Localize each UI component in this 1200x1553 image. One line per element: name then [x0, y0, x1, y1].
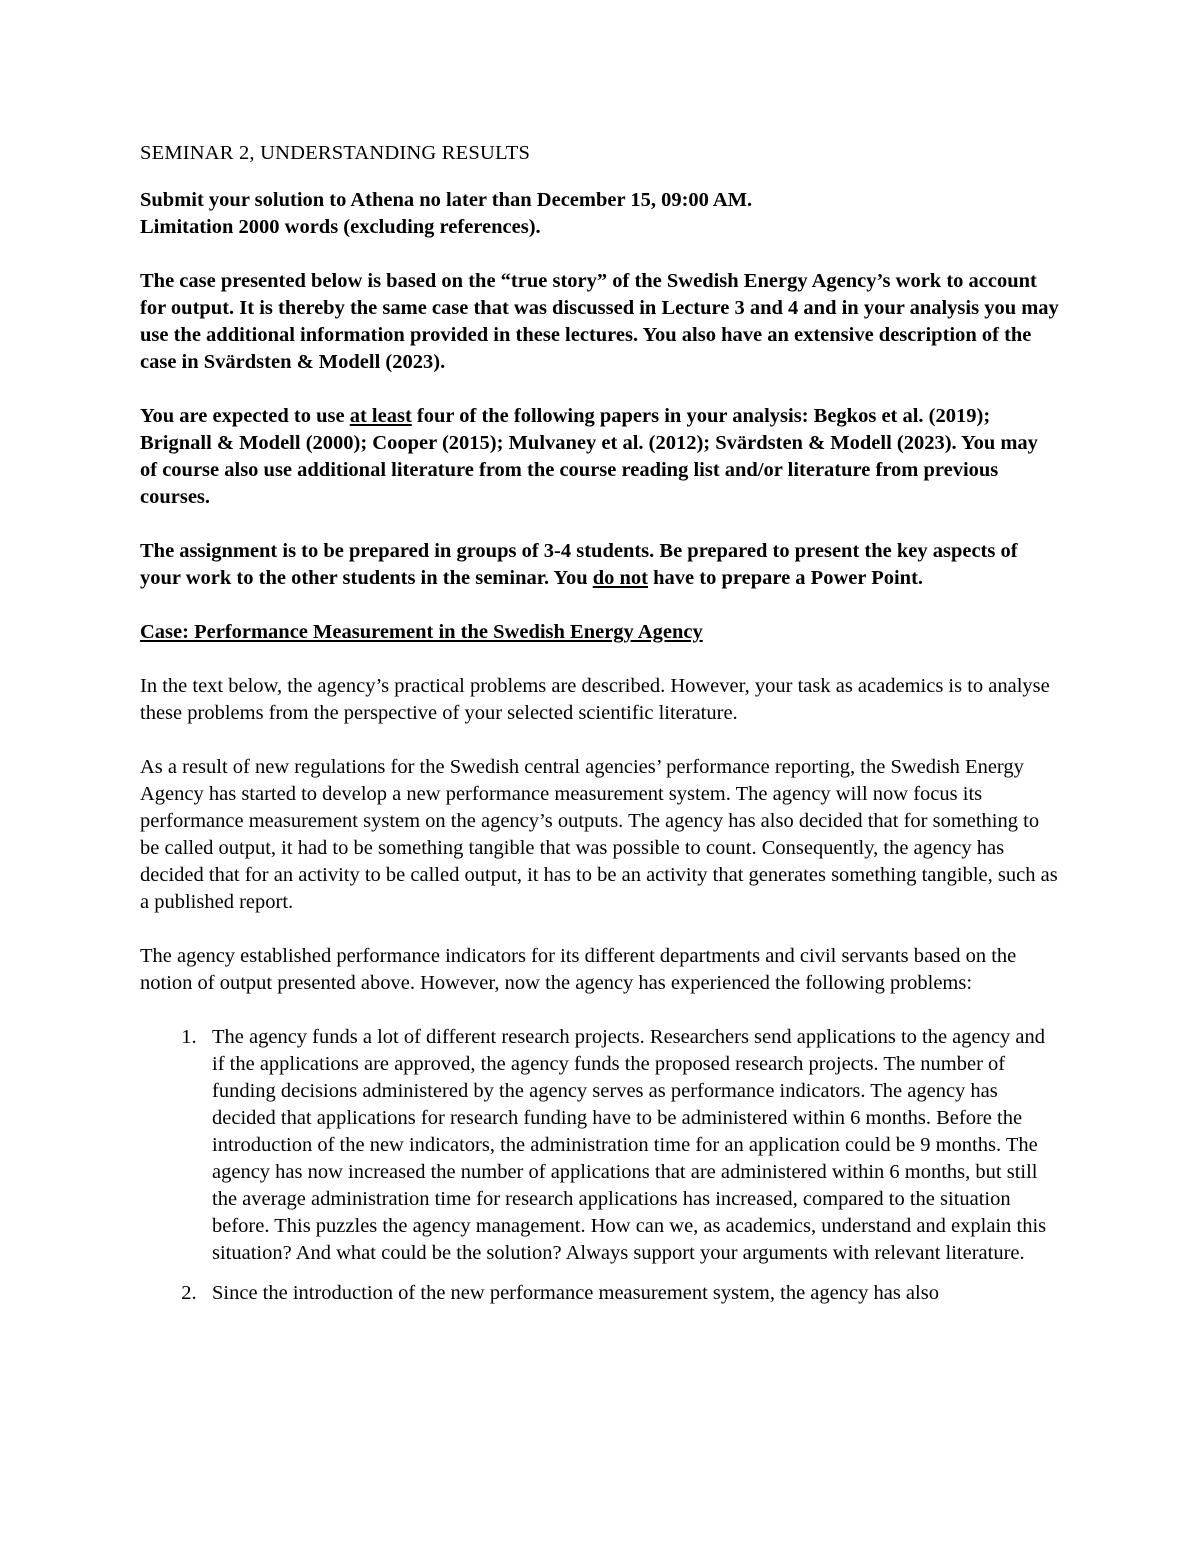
- papers-paragraph: [140, 403, 1060, 511]
- document-page: [140, 140, 1060, 1320]
- groups-text-before: The assignment is to be prepared in groups of 3-4 students. Be prepared to present the key aspects of your work to the other students in the seminar. You: [140, 540, 1018, 589]
- submission-info: [140, 187, 1060, 241]
- groups-paragraph: [140, 538, 1060, 592]
- body-paragraph: In the text below, the agency’s practical problems are described. However, your task as academics is to analyse these problems from the perspective of your selected scientific literature.: [140, 675, 1050, 724]
- intro-paragraph: The case presented below is based on the “true story” of the Swedish Energy Agency’s work to account for output. It is thereby the same case that was discussed in Lecture 3 and 4 and in your analysis you may use the additional information provided in these lectures. You also have an extensive description of the case in Svärdsten & Modell (2023).: [140, 270, 1059, 373]
- body-paragraph: As a result of new regulations for the Swedish central agencies’ performance reporting, the Swedish Energy Agency has started to develop a new performance measurement system. The agency will now focus its performance measurement system on the agency’s outputs. The agency has also decided that for something to be called output, it had to be something tangible that was possible to count. Consequently, the agency has decided that for an activity to be called output, it has to be an activity that generates something tangible, such as a published report.: [140, 756, 1058, 913]
- problems-list: [140, 1024, 1060, 1307]
- problem-item: 2. Since the introduction of the new performance measurement system, the agency has also: [212, 1280, 1060, 1307]
- papers-text-after: four of the following papers in your analysis: Begkos et al. (2019); Brignall & Modell (2000); Cooper (2015); Mulvaney et al. (2012); Svärdsten & Modell (2023). You may of course also use additional literature from the course reading list and/or literature from previous courses.: [140, 405, 1038, 508]
- case-heading: Case: Performance Measurement in the Swedish Energy Agency: [140, 621, 703, 643]
- submission-deadline: Submit your solution to Athena no later than December 15, 09:00 AM.: [140, 189, 753, 211]
- problem-item: 1. The agency funds a lot of different research projects. Researchers send applications to the agency and if the applications are approved, the agency funds the proposed research projects. The number of funding decisions administered by the agency serves as performance indicators. The agency has decided that applications for research funding have to be administered within 6 months. Before the introduction of the new indicators, the administration time for an application could be 9 months. The agency has now increased the number of applications that are administered within 6 months, but still the average administration time for research applications has increased, compared to the situation before. This puzzles the agency management. How can we, as academics, understand and explain this situation? And what could be the solution? Always support your arguments with relevant literature.: [212, 1024, 1060, 1267]
- groups-text-after: have to prepare a Power Point.: [648, 567, 924, 589]
- body-paragraph: The agency established performance indicators for its different departments and civil servants based on the notion of output presented above. However, now the agency has experienced the following problems:: [140, 945, 1017, 994]
- groups-emphasis: do not: [592, 567, 649, 589]
- papers-emphasis: at least: [349, 405, 412, 427]
- page-title: SEMINAR 2, UNDERSTANDING RESULTS: [140, 142, 531, 164]
- word-limit: Limitation 2000 words (excluding references).: [140, 216, 541, 238]
- papers-text-before: You are expected to use: [140, 405, 350, 427]
